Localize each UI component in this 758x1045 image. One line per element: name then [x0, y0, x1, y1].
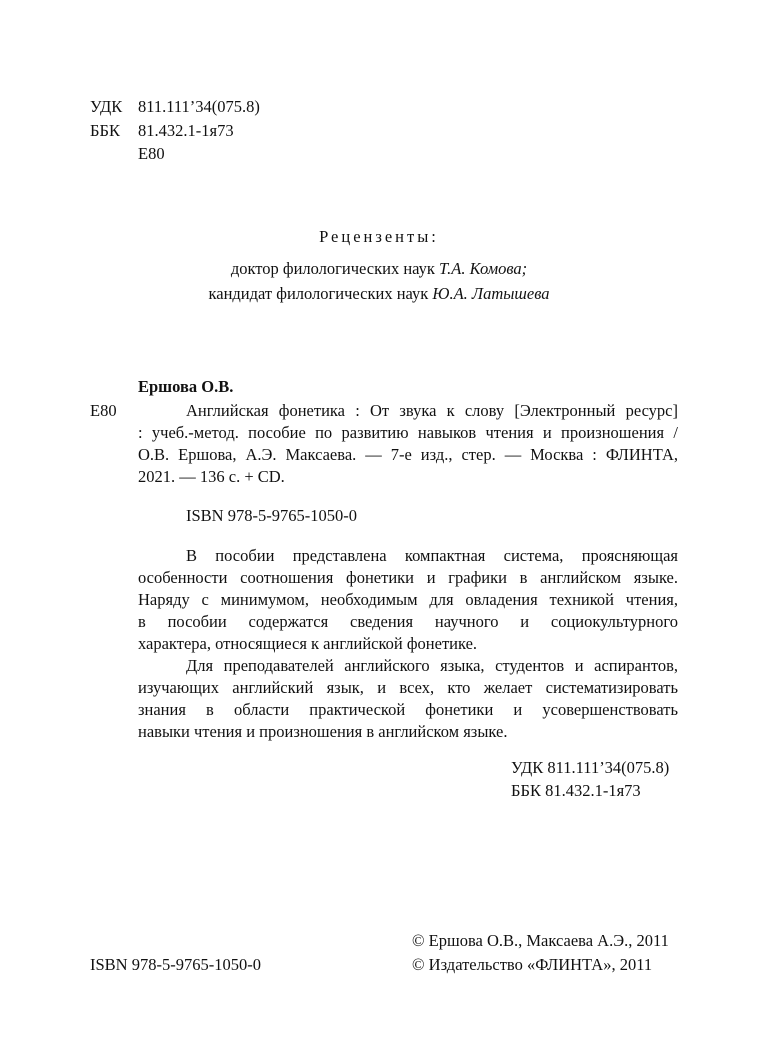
bbk-label: ББК: [90, 121, 120, 140]
abstract-p1-line-4: в пособии содержатся сведения научного и социокультурного: [138, 612, 678, 631]
udk-line: [90, 96, 260, 118]
bbk-value: 81.432.1-1я73: [138, 121, 234, 140]
reviewers-heading: Рецензенты:: [319, 227, 439, 246]
author-mark: Е80: [138, 144, 165, 163]
abstract-p1-line-3: Наряду с минимумом, необходимым для овладения техникой чтения,: [138, 590, 678, 609]
footer-bbk: ББК 81.432.1-1я73: [511, 781, 641, 800]
entry-line-1: Английская фонетика : От звука к слову [Электронный ресурс]: [186, 401, 678, 420]
bbk-line: [90, 120, 234, 142]
abstract-p1-line-1: В пособии представлена компактная система, проясняющая: [186, 546, 678, 565]
abstract-p1-line-2: особенности соотношения фонетики и графики в английском языке.: [138, 568, 678, 587]
reviewer-line-2: [0, 283, 758, 305]
entry-author: Ершова О.В.: [138, 377, 234, 396]
entry-line-3: О.В. Ершова, А.Э. Максаева. — 7-е изд., стер. — Москва : ФЛИНТА,: [138, 445, 678, 464]
copyright-publisher: © Издательство «ФЛИНТА», 2011: [412, 955, 653, 974]
udk-value: 811.111’34(075.8): [138, 97, 260, 116]
reviewer-1-degree: доктор филологических наук: [230, 259, 440, 278]
udk-label: УДК: [90, 97, 123, 116]
abstract: [138, 545, 678, 743]
reviewer-2-name: Ю.А. Латышева: [432, 284, 550, 303]
entry-isbn: ISBN 978-5-9765-1050-0: [186, 506, 357, 525]
reviewer-line-1: [0, 258, 758, 280]
abstract-p1-line-5: характера, относящиеся к английской фонетике.: [138, 634, 478, 653]
reviewer-2-degree: кандидат филологических наук: [208, 284, 433, 303]
entry-line-2: : учеб.-метод. пособие по развитию навыков чтения и произношения /: [138, 423, 678, 442]
entry-mark: Е80: [90, 401, 117, 420]
abstract-p2-line-3: знания в области практической фонетики и усовершенствовать: [138, 700, 678, 719]
abstract-p2-line-4: навыки чтения и произношения в английском языке.: [138, 722, 508, 741]
footer-isbn: ISBN 978-5-9765-1050-0: [90, 955, 261, 974]
footer-udk: УДК 811.111’34(075.8): [511, 758, 670, 777]
abstract-p2-line-1: Для преподавателей английского языка, студентов и аспирантов,: [186, 656, 678, 675]
abstract-p2-line-2: изучающих английский язык, и всех, кто желает систематизировать: [138, 678, 678, 697]
reviewer-1-name: Т.А. Комова;: [439, 259, 528, 278]
entry-line-4: 2021. — 136 с. + CD.: [138, 467, 285, 486]
entry-description: [138, 400, 678, 488]
copyright-authors: © Ершова О.В., Максаева А.Э., 2011: [412, 931, 669, 950]
